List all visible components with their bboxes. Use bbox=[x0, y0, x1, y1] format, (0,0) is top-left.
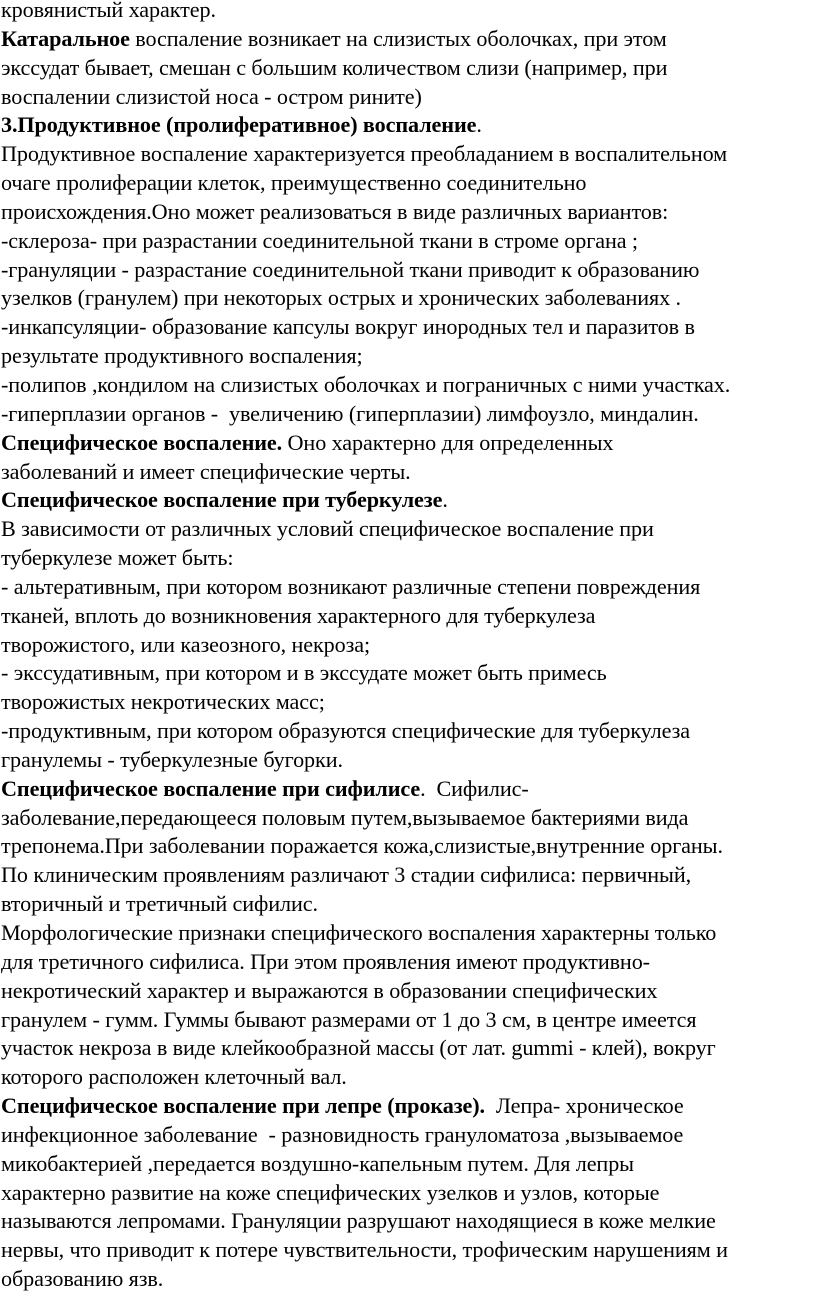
line-text: микобактерией ,передается воздушно-капельным путем. Для лепры bbox=[1, 1150, 634, 1176]
text-line bbox=[1, 486, 815, 515]
line-text: характерно развитие на коже специфических узелков и узлов, которые bbox=[1, 1179, 660, 1205]
text-line bbox=[1, 544, 815, 573]
line-text: Оно характерно для определенных bbox=[282, 429, 614, 455]
line-text: заболеваний и имеет специфические черты. bbox=[1, 458, 411, 484]
line-text: творожистых некротических масс; bbox=[1, 689, 325, 715]
text-line bbox=[1, 804, 815, 833]
line-text: . bbox=[476, 112, 482, 138]
text-line bbox=[1, 0, 815, 25]
text-line bbox=[1, 284, 815, 313]
line-text: - экссудативным, при котором и в экссудате может быть примесь bbox=[1, 660, 607, 686]
line-text: заболевание,передающееся половым путем,вызываемое бактериями вида bbox=[1, 804, 689, 830]
text-line bbox=[1, 717, 815, 746]
bold-heading: Специфическое воспаление при сифилисе bbox=[1, 775, 421, 801]
line-text: Продуктивное воспаление характеризуется преобладанием в воспалительном bbox=[1, 141, 728, 167]
text-line bbox=[1, 1236, 815, 1265]
text-line bbox=[1, 977, 815, 1006]
line-text: гранулем - гумм. Гуммы бывают размерами от 1 до 3 см, в центре имеется bbox=[1, 1006, 697, 1032]
line-text: Лепра- хроническое bbox=[484, 1093, 684, 1119]
bold-heading: Специфическое воспаление. bbox=[1, 429, 283, 455]
line-text: образованию язв. bbox=[1, 1266, 164, 1292]
text-line bbox=[1, 1265, 815, 1294]
text-line bbox=[1, 1207, 815, 1236]
line-text: В зависимости от различных условий специфическое воспаление при bbox=[1, 516, 654, 542]
bold-heading: Специфическое воспаление при туберкулезе bbox=[1, 487, 443, 513]
line-text: участок некроза в виде клейкообразной массы (от лат. gummi - клей), вокруг bbox=[1, 1035, 716, 1061]
text-line bbox=[1, 1034, 815, 1063]
line-text: инфекционное заболевание - разновидность грануломатоза ,вызываемое bbox=[1, 1121, 684, 1147]
text-line bbox=[1, 1006, 815, 1035]
line-text: очаге пролиферации клеток, преимущественно соединительно bbox=[1, 170, 587, 196]
line-text: -грануляции - разрастание соединительной ткани приводит к образованию bbox=[1, 256, 700, 282]
line-text: воспалении слизистой носа - остром рините) bbox=[1, 83, 422, 109]
text-line bbox=[1, 54, 815, 83]
text-line bbox=[1, 342, 815, 371]
line-text: тканей, вплоть до возникновения характерного для туберкулеза bbox=[1, 602, 596, 628]
text-line bbox=[1, 313, 815, 342]
text-line bbox=[1, 458, 815, 487]
line-text: - альтеративным, при котором возникают различные степени повреждения bbox=[1, 573, 701, 599]
text-line bbox=[1, 602, 815, 631]
line-text: происхождения.Оно может реализоваться в виде различных вариантов: bbox=[1, 198, 669, 224]
bold-heading: 3.Продуктивное (пролиферативное) воспаление bbox=[1, 112, 477, 138]
text-line bbox=[1, 832, 815, 861]
text-line bbox=[1, 1179, 815, 1208]
line-text: гранулемы - туберкулезные бугорки. bbox=[1, 746, 343, 772]
text-line bbox=[1, 25, 815, 54]
bold-heading: Катаральное bbox=[1, 25, 130, 51]
line-text: Морфологические признаки специфического воспаления характерны только bbox=[1, 920, 717, 945]
text-line bbox=[1, 948, 815, 977]
text-line bbox=[1, 400, 815, 429]
text-line bbox=[1, 573, 815, 602]
line-text: узелков (гранулем) при некоторых острых и хронических заболеваниях . bbox=[1, 285, 682, 311]
line-text: которого расположен клеточный вал. bbox=[1, 1064, 347, 1090]
text-line bbox=[1, 659, 815, 688]
line-text: -склероза- при разрастании соединительной ткани в строме органа ; bbox=[1, 227, 638, 253]
text-line bbox=[1, 256, 815, 285]
line-text: нервы, что приводит к потере чувствительности, трофическим нарушениям и bbox=[1, 1237, 728, 1263]
text-line bbox=[1, 227, 815, 256]
text-line bbox=[1, 746, 815, 775]
text-line bbox=[1, 429, 815, 458]
line-text: воспаление возникает на слизистых оболочках, при этом bbox=[129, 25, 667, 51]
text-line bbox=[1, 1092, 815, 1121]
line-text: творожистого, или казеозного, некроза; bbox=[1, 631, 371, 657]
line-text: для третичного сифилиса. При этом проявления имеют продуктивно- bbox=[1, 948, 650, 974]
text-line bbox=[1, 775, 815, 804]
line-text: экссудат бывает, смешан с большим количеством слизи (например, при bbox=[1, 54, 668, 80]
line-text: -гиперплазии органов - увеличению (гиперплазии) лимфоузло, миндалин. bbox=[1, 400, 699, 426]
line-text: -продуктивным, при котором образуются специфические для туберкулеза bbox=[1, 718, 691, 744]
line-text: кровянистый характер. bbox=[1, 0, 216, 22]
text-line bbox=[1, 919, 815, 948]
text-line bbox=[1, 140, 815, 169]
line-text: . Сифилис- bbox=[420, 775, 529, 801]
text-line bbox=[1, 688, 815, 717]
bold-heading: Специфическое воспаление при лепре (проказе). bbox=[1, 1093, 485, 1119]
text-line bbox=[1, 1121, 815, 1150]
text-line bbox=[1, 1063, 815, 1092]
text-line bbox=[1, 83, 815, 112]
line-text: -полипов ,кондилом на слизистых оболочках и пограничных с ними участках. bbox=[1, 371, 731, 397]
line-text: . bbox=[442, 487, 448, 513]
text-line bbox=[1, 1150, 815, 1179]
text-line bbox=[1, 861, 815, 890]
text-line bbox=[1, 169, 815, 198]
line-text: трепонема.При заболевании поражается кожа,слизистые,внутренние органы. bbox=[1, 833, 723, 859]
text-line bbox=[1, 890, 815, 919]
text-line bbox=[1, 515, 815, 544]
line-text: называются лепромами. Грануляции разрушают находящиеся в коже мелкие bbox=[1, 1208, 716, 1234]
line-text: некротический характер и выражаются в образовании специфических bbox=[1, 977, 658, 1003]
line-text: вторичный и третичный сифилис. bbox=[1, 891, 318, 917]
text-line bbox=[1, 111, 815, 140]
line-text: туберкулезе может быть: bbox=[1, 545, 234, 571]
line-text: -инкапсуляции- образование капсулы вокруг инородных тел и паразитов в bbox=[1, 314, 695, 340]
text-line bbox=[1, 198, 815, 227]
text-line bbox=[1, 371, 815, 400]
line-text: По клиническим проявлениям различают 3 стадии сифилиса: первичный, bbox=[1, 862, 692, 888]
text-line bbox=[1, 631, 815, 660]
line-text: результате продуктивного воспаления; bbox=[1, 343, 363, 369]
